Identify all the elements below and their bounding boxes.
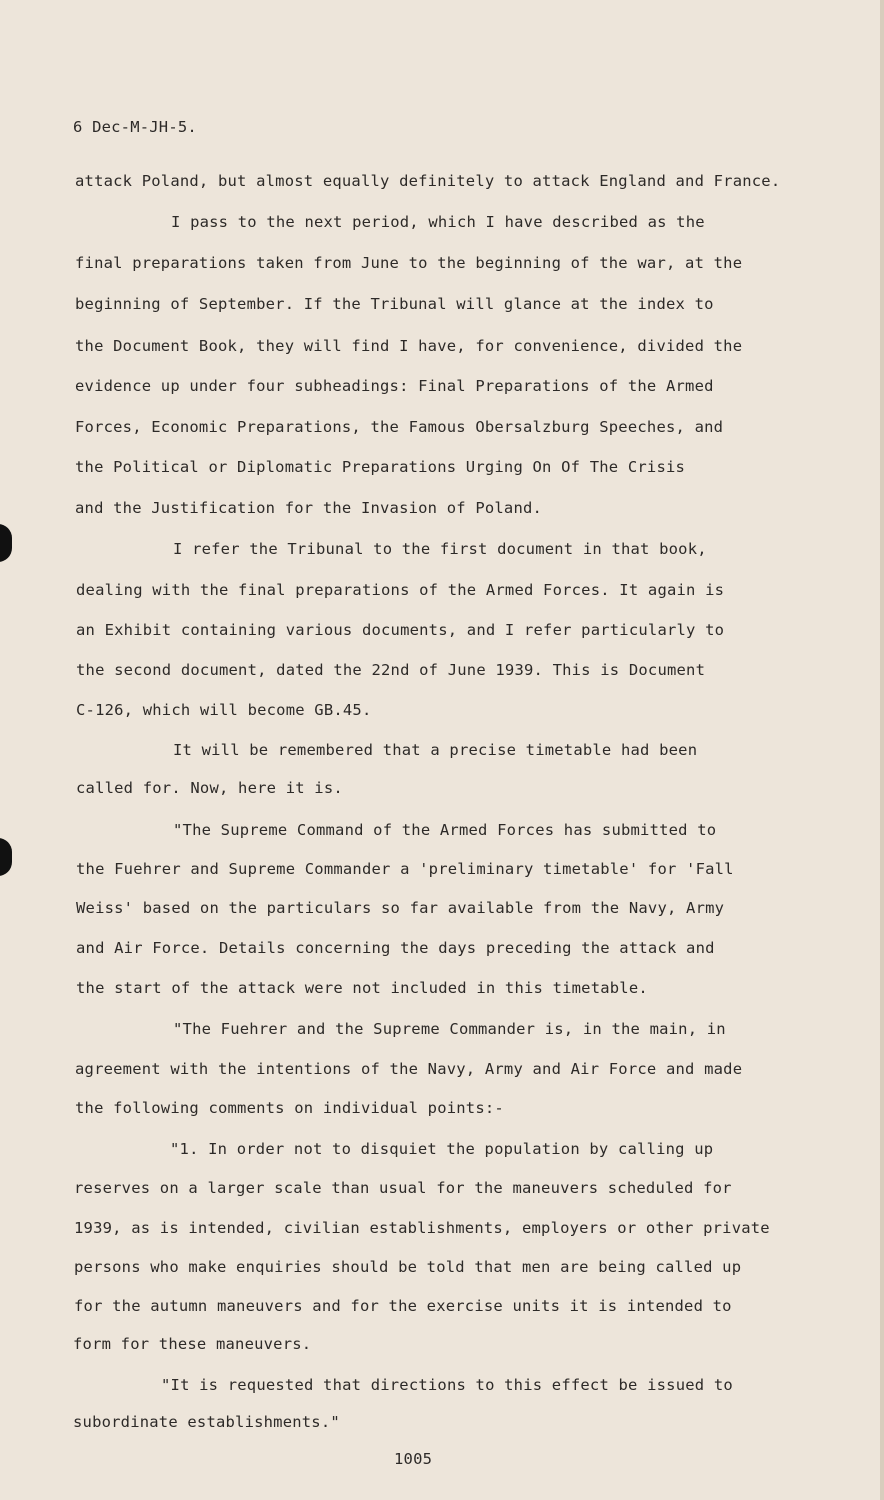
text-line: the second document, dated the 22nd of June 1939. This is Document bbox=[76, 661, 706, 679]
text-line: "The Supreme Command of the Armed Forces has submitted to bbox=[173, 821, 717, 839]
text-line: "1. In order not to disquiet the population by calling up bbox=[170, 1140, 714, 1158]
text-line: persons who make enquiries should be told that men are being called up bbox=[74, 1258, 742, 1276]
text-line: "It is requested that directions to this effect be issued to bbox=[161, 1376, 733, 1394]
punch-hole bbox=[0, 524, 12, 562]
text-line: an Exhibit containing various documents, and I refer particularly to bbox=[76, 621, 725, 639]
text-line: reserves on a larger scale than usual for the maneuvers scheduled for bbox=[74, 1179, 732, 1197]
text-line: final preparations taken from June to the beginning of the war, at the bbox=[75, 254, 743, 272]
text-line: the following comments on individual points:- bbox=[75, 1099, 504, 1117]
text-line: I pass to the next period, which I have described as the bbox=[171, 213, 705, 231]
text-line: dealing with the final preparations of the Armed Forces. It again is bbox=[76, 581, 725, 599]
text-line: called for. Now, here it is. bbox=[76, 779, 343, 797]
page-edge bbox=[880, 0, 884, 1500]
punch-hole bbox=[0, 838, 12, 876]
text-line: the Political or Diplomatic Preparations Urging On Of The Crisis bbox=[75, 458, 686, 476]
text-line: and the Justification for the Invasion of Poland. bbox=[75, 499, 543, 517]
text-line: form for these maneuvers. bbox=[73, 1335, 312, 1353]
text-line: I refer the Tribunal to the first document in that book, bbox=[173, 540, 707, 558]
text-line: attack Poland, but almost equally definitely to attack England and France. bbox=[75, 172, 781, 190]
text-line: the Fuehrer and Supreme Commander a 'preliminary timetable' for 'Fall bbox=[76, 860, 734, 878]
text-line: and Air Force. Details concerning the days preceding the attack and bbox=[76, 939, 715, 957]
text-line: the start of the attack were not included in this timetable. bbox=[76, 979, 648, 997]
text-line: Forces, Economic Preparations, the Famous Obersalzburg Speeches, and bbox=[75, 418, 724, 436]
text-line: subordinate establishments." bbox=[73, 1413, 340, 1431]
text-line: Weiss' based on the particulars so far available from the Navy, Army bbox=[76, 899, 725, 917]
page-number: 1005 bbox=[394, 1450, 433, 1468]
text-line: C-126, which will become GB.45. bbox=[76, 701, 372, 719]
page-header: 6 Dec-M-JH-5. bbox=[73, 118, 197, 136]
text-line: 1939, as is intended, civilian establishments, employers or other private bbox=[74, 1219, 770, 1237]
text-line: agreement with the intentions of the Navy, Army and Air Force and made bbox=[75, 1060, 743, 1078]
text-line: evidence up under four subheadings: Final Preparations of the Armed bbox=[75, 377, 714, 395]
text-line: the Document Book, they will find I have, for convenience, divided the bbox=[75, 337, 743, 355]
text-line: beginning of September. If the Tribunal will glance at the index to bbox=[75, 295, 714, 313]
text-line: "The Fuehrer and the Supreme Commander is, in the main, in bbox=[173, 1020, 726, 1038]
text-line: for the autumn maneuvers and for the exercise units it is intended to bbox=[74, 1297, 732, 1315]
text-line: It will be remembered that a precise timetable had been bbox=[173, 741, 698, 759]
